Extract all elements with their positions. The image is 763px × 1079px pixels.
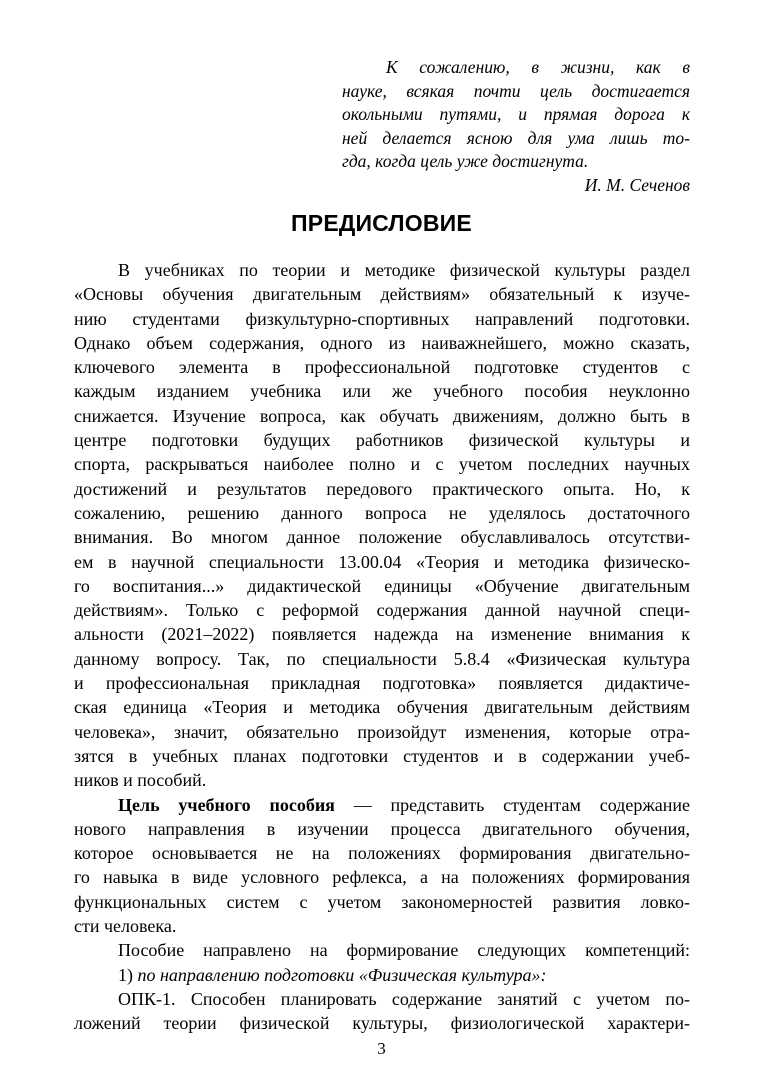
text-line: Пособие направлено на формирование следующих компетенций: — [118, 940, 690, 961]
text-line: спорта, раскрываться наиболее полно и с учетом последних научных — [74, 454, 690, 475]
epigraph-line: окольными путями, и прямая дорога к — [342, 104, 690, 125]
text-line: В учебниках по теории и методике физической культуры раздел — [118, 260, 690, 280]
text-line: ложений теории физической культуры, физиологической характери- — [74, 1013, 690, 1034]
text-line: нию студентами физкультурно-спортивных направлений подготовки. — [74, 308, 690, 329]
text-line: сожалению, решению данного вопроса не уделялось достаточного — [74, 502, 690, 523]
text-line: зятся в учебных планах подготовки студентов и в содержании учеб- — [74, 745, 690, 766]
page-title: ПРЕДИСЛОВИЕ — [291, 210, 472, 236]
text-line — [74, 793, 690, 817]
text-line: альности (2021–2022) появляется надежда на изменение внимания к — [74, 624, 690, 645]
text-line: «Основы обучения двигательным действиям» обязательный к изуче- — [74, 284, 690, 305]
body-text — [74, 258, 690, 1036]
text-line: которое основывается не на положениях формирования двигательно- — [74, 843, 690, 864]
text-line: внимания. Во многом данное положение обуславливалось отсутстви- — [74, 527, 690, 548]
text-line — [74, 963, 690, 987]
text-line: Однако объем содержания, одного из наиважнейшего, можно сказать, — [74, 332, 690, 353]
text-line: человека», значит, обязательно произойдут изменения, которые отра- — [74, 721, 690, 742]
text-line: го навыка в виде условного рефлекса, а на положениях формирования — [74, 867, 690, 888]
text-line: ем в научной специальности 13.00.04 «Теория и методика физическо- — [74, 551, 690, 572]
italic-text: по направлению подготовки «Физическая культура»: — [137, 964, 547, 985]
text-line: достижений и результатов передового практического опыта. Но, к — [74, 478, 690, 499]
bold-lead: Цель учебного пособия — [118, 794, 335, 815]
text-line: го воспитания...» дидактической единицы «Обучение двигательным — [74, 575, 690, 596]
text-line: ОПК-1. Способен планировать содержание занятий с учетом по- — [118, 988, 690, 1009]
text-line: ская единица «Теория и методика обучения двигательным действиям — [74, 697, 690, 718]
text-span: — представить студентам содержание — [334, 794, 690, 815]
text-line: и профессиональная прикладная подготовка» появляется дидактиче- — [74, 673, 690, 694]
text-line: центре подготовки будущих работников физической культуры и — [74, 430, 690, 451]
list-number: 1) — [118, 964, 138, 985]
text-line: функциональных систем с учетом закономерностей развития ловко- — [74, 891, 690, 912]
text-line: сти человека. — [74, 916, 177, 937]
epigraph-line: К сожалению, в жизни, как в — [386, 57, 690, 77]
epigraph-line: науке, всякая почти цель достигается — [342, 80, 690, 101]
page-number: 3 — [377, 1039, 386, 1058]
text-line: нового направления в изучении процесса двигательного обучения, — [74, 818, 690, 839]
text-line: ников и пособий. — [74, 770, 207, 791]
text-line: снижается. Изучение вопроса, как обучать движениям, должно быть в — [74, 405, 690, 426]
text-line: данному вопросу. Так, по специальности 5.8.4 «Физическая культура — [74, 648, 690, 669]
text-line: ключевого элемента в профессиональной подготовке студентов с — [74, 357, 690, 378]
epigraph-line: ней делается ясною для ума лишь то- — [342, 127, 690, 148]
epigraph-line: гда, когда цель уже достигнута. — [342, 151, 589, 172]
epigraph — [342, 56, 690, 198]
epigraph-author: И. М. Сеченов — [584, 174, 690, 195]
text-line: каждым изданием учебника или же учебного пособия неуклонно — [74, 381, 690, 402]
text-line: действиям». Только с реформой содержания данной научной специ- — [74, 600, 690, 621]
